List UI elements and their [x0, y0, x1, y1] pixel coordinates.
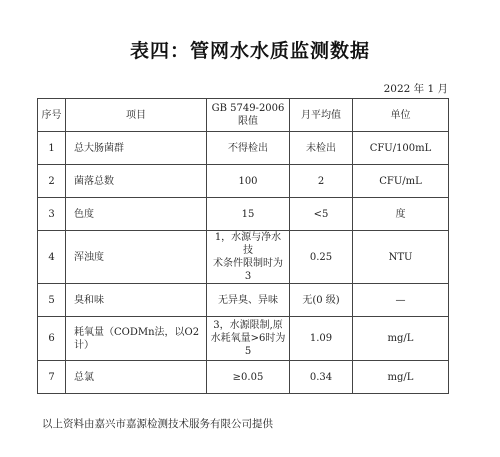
row-index: 4 — [38, 231, 66, 284]
row-limit: 100 — [207, 165, 290, 198]
header-monthly-average: 月平均值 — [290, 99, 353, 132]
header-limit: GB 5749-2006 限值 — [207, 99, 290, 132]
row-item: 总大肠菌群 — [66, 132, 207, 165]
header-item: 项目 — [66, 99, 207, 132]
row-average: 1.09 — [290, 317, 353, 361]
row-average: 无(0 级) — [290, 284, 353, 317]
row-item: 总氯 — [66, 361, 207, 394]
row-limit: ≥0.05 — [207, 361, 290, 394]
header-unit: 单位 — [353, 99, 449, 132]
row-index: 5 — [38, 284, 66, 317]
table-row — [38, 132, 449, 165]
row-item: 色度 — [66, 198, 207, 231]
table-row — [38, 361, 449, 394]
table-row — [38, 231, 449, 284]
row-index: 6 — [38, 317, 66, 361]
water-quality-table — [37, 98, 449, 394]
row-index: 1 — [38, 132, 66, 165]
row-item: 臭和味 — [66, 284, 207, 317]
row-unit: NTU — [353, 231, 449, 284]
table-row — [38, 165, 449, 198]
row-average: 未检出 — [290, 132, 353, 165]
row-item: 耗氧量（CODMn法，以O2计） — [66, 317, 207, 361]
row-index: 7 — [38, 361, 66, 394]
table-row — [38, 317, 449, 361]
report-date: 2022 年 1 月 — [383, 83, 448, 95]
row-unit: CFU/100mL — [353, 132, 449, 165]
row-limit: 15 — [207, 198, 290, 231]
header-index: 序号 — [38, 99, 66, 132]
row-average: 2 — [290, 165, 353, 198]
row-unit: CFU/mL — [353, 165, 449, 198]
row-unit: 度 — [353, 198, 449, 231]
row-limit: 无异臭、异味 — [207, 284, 290, 317]
row-unit: mg/L — [353, 361, 449, 394]
row-average: 0.34 — [290, 361, 353, 394]
row-limit: 3，水源限制,原 水耗氧量>6时为 5 — [207, 317, 290, 361]
row-index: 3 — [38, 198, 66, 231]
source-note: 以上资料由嘉兴市嘉源检测技术服务有限公司提供 — [42, 418, 273, 430]
row-average: 0.25 — [290, 231, 353, 284]
row-limit: 1，水源与净水技 术条件限制时为 3 — [207, 231, 290, 284]
row-unit: — — [353, 284, 449, 317]
table-row — [38, 198, 449, 231]
table-row — [38, 284, 449, 317]
row-unit: mg/L — [353, 317, 449, 361]
row-item: 浑浊度 — [66, 231, 207, 284]
row-average: <5 — [290, 198, 353, 231]
row-item: 菌落总数 — [66, 165, 207, 198]
row-index: 2 — [38, 165, 66, 198]
row-limit: 不得检出 — [207, 132, 290, 165]
table-header-row — [38, 99, 449, 132]
page-title: 表四：管网水水质监测数据 — [129, 40, 370, 62]
